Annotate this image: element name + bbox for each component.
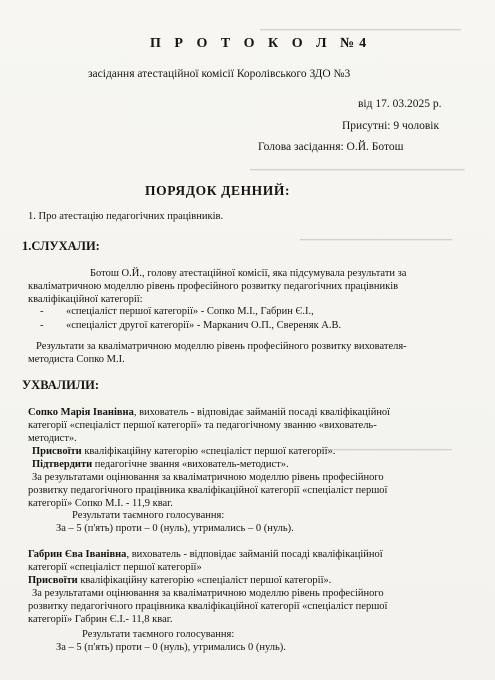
decision-sopko <box>28 406 460 510</box>
decided-heading: УХВАЛИЛИ: <box>22 378 100 392</box>
protocol-date: від 17. 03.2025 р. <box>358 98 442 110</box>
category-list <box>40 305 341 333</box>
decision-text: , вихователь - відповідає займаній посаді кваліфікаційної <box>133 407 391 418</box>
protocol-title: П Р О Т О К О Л №4 <box>150 36 372 51</box>
decision-gabryn <box>28 548 460 626</box>
list-item <box>40 319 341 333</box>
confirm-text: педагогічне звання «вихователь-методист». <box>92 459 289 470</box>
assign-keyword: Присвоїти <box>28 575 78 586</box>
assign-text: кваліфікаційну категорію «спеціаліст першої категорії». <box>77 575 332 586</box>
decision-line: категорії «спеціаліст першої категорії» <box>28 562 202 573</box>
vote-result: За – 5 (п'ять) проти – 0 (нуль), утримались – 0 (нуль). <box>56 523 294 534</box>
decision-line <box>28 548 460 561</box>
protocol-subtitle: засідання атестаційної комісії Королівського ЗДО №3 <box>88 68 351 80</box>
list-item <box>40 305 341 319</box>
bullet-dash: - <box>40 320 44 331</box>
decision-line <box>28 406 460 419</box>
results-line: методиста Сопко М.І. <box>28 354 125 365</box>
bullet-dash: - <box>40 306 44 317</box>
bleed-through-texture: ▁▁▁▁▁▁▁▁▁▁▁▁▁▁▁▁▁▁▁▁▁▁ <box>300 230 453 240</box>
decision-line: категорії «спеціаліст першої категорії» та педагогічному званню «вихователь- <box>28 420 377 431</box>
assign-line <box>28 574 460 587</box>
list-item-text: «спеціаліст першої категорії» - Сопко М.І., Габрин Є.І., <box>66 306 314 317</box>
heard-heading: 1.СЛУХАЛИ: <box>22 239 100 253</box>
assign-text: кваліфікаційну категорію «спеціаліст першої категорії». <box>81 446 336 457</box>
eval-line: За результатами оцінювання за кваліматричною моделлю рівень професійного <box>32 472 384 483</box>
bleed-through-texture: ▁▁▁▁▁▁▁▁▁▁▁▁▁▁▁▁▁▁▁▁▁▁▁▁▁▁▁▁▁▁▁ <box>250 160 465 170</box>
bleed-through-texture: ▁▁▁▁▁▁▁▁▁▁▁▁▁▁▁▁▁▁▁▁▁▁▁▁▁▁▁▁▁ <box>260 20 461 30</box>
confirm-line <box>28 458 460 471</box>
eval-line: За результатами оцінювання за кваліматричною моделлю рівень професійного <box>32 588 384 599</box>
eval-line: категорії» Габрин Є.І.- 11,8 кваг. <box>28 614 173 625</box>
decision-text: , вихователь - відповідає займаній посаді кваліфікаційної <box>126 549 383 560</box>
eval-line: розвитку педагогічного працівника кваліфікаційної категорії «спеціаліст першої <box>28 485 388 496</box>
agenda-item: 1. Про атестацію педагогічних працівників. <box>28 211 224 222</box>
assign-keyword: Присвоїти <box>32 446 82 457</box>
confirm-keyword: Підтвердити <box>32 459 93 470</box>
vote-heading: Результати таємного голосування: <box>72 510 225 521</box>
attendees-count: Присутні: 9 чоловік <box>342 120 440 132</box>
heard-line: Ботош О.Й., голову атестаційної комісії, яка підсумувала результати за <box>90 268 407 279</box>
results-line: Результати за кваліматричною моделлю рівень професійного розвитку вихователя- <box>36 341 407 352</box>
list-item-text: «спеціаліст другої категорії» - Марканич О.П., Свереняк А.В. <box>66 320 342 331</box>
meeting-chair: Голова засідання: О.Й. Ботош <box>258 141 404 153</box>
vote-heading: Результати таємного голосування: <box>82 629 235 640</box>
vote-result: За – 5 (п'ять) проти – 0 (нуль), утримались 0 (нуль). <box>56 642 286 653</box>
results-paragraph <box>28 340 460 366</box>
person-name: Габрин Єва Іванівна <box>28 549 127 560</box>
heard-line: кваліматричною моделлю рівень професійного розвитку педагогічних працівників <box>28 281 399 292</box>
agenda-heading: ПОРЯДОК ДЕННИЙ: <box>145 183 291 198</box>
heard-line: кваліфікаційної категорії: <box>28 294 143 305</box>
decision-line: методист». <box>28 433 77 444</box>
bleed-through-texture: ▁▁▁▁▁▁▁▁▁▁▁▁▁▁▁▁▁▁▁ <box>320 440 452 450</box>
heard-paragraph <box>28 267 460 306</box>
assign-line <box>28 445 460 458</box>
eval-line: розвитку педагогічного працівника кваліфікаційної категорії «спеціаліст першої <box>28 601 388 612</box>
person-name: Сопко Марія Іванівна <box>28 407 134 418</box>
eval-line: категорії» Сопко М.І. - 11,9 кваг. <box>28 498 173 509</box>
